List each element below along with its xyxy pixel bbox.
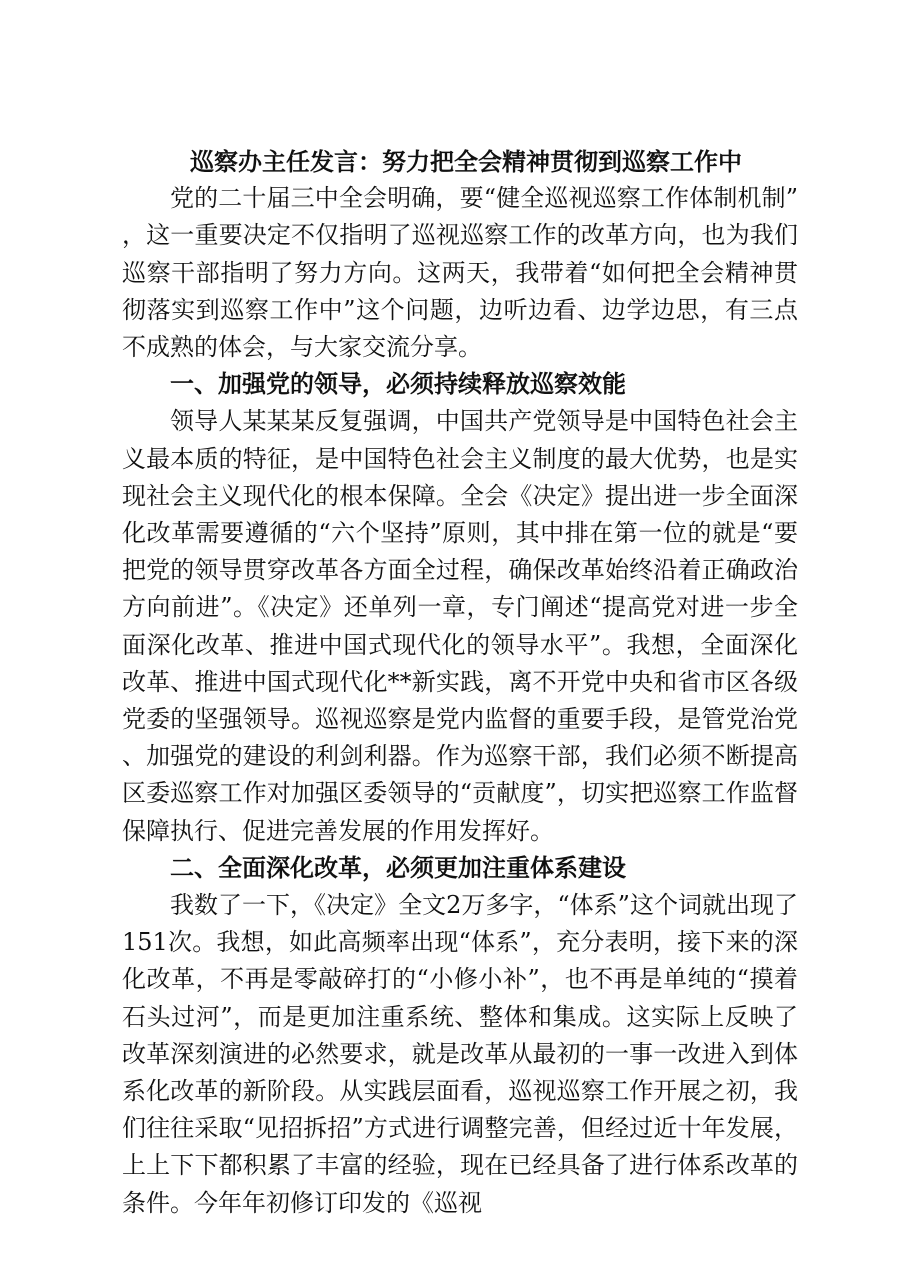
document-body <box>122 143 798 1222</box>
section-2-paragraph: 我数了一下，《决定》全文2万多字，“体系”这个词就出现了151次。我想，如此高频率出现“体系”，充分表明，接下来的深化改革，不再是零敲碎打的“小修小补”，也不再是单纯的“摸着石头过河”，而是更加注重系统、整体和集成。这实际上反映了改革深刻演进的必然要求，就是改革从最初的一事一改进入到体系化改革的新阶段。从实践层面看，巡视巡察工作开展之初，我们往往采取“见招拆招”方式进行调整完善，但经过近十年发展，上上下下都积累了丰富的经验，现在已经具备了进行体系改革的条件。今年年初修订印发的《巡视 <box>122 891 798 1217</box>
section-heading-2: 二、全面深化改革，必须更加注重体系建设 <box>170 853 626 882</box>
section-1-paragraph: 领导人某某某反复强调，中国共产党领导是中国特色社会主义最本质的特征，是中国特色社会主义制度的最大优势，也是实现社会主义现代化的根本保障。全会《决定》提出进一步全面深化改革需要遵循的“六个坚持”原则，其中排在第一位的就是“要把党的领导贯穿改革各方面全过程，确保改革始终沿着正确政治方向前进”。《决定》还单列一章，专门阐述“提高党对进一步全面深化改革、推进中国式现代化的领导水平”。我想，全面深化改革、推进中国式现代化**新实践，离不开党中央和省市区各级党委的坚强领导。巡视巡察是党内监督的重要手段，是管党治党、加强党的建设的利剑利器。作为巡察干部，我们必须不断提高区委巡察工作对加强区委领导的“贡献度”，切实把巡察工作监督保障执行、促进完善发展的作用发挥好。 <box>122 407 798 845</box>
document-title: 巡察办主任发言：努力把全会精神贯彻到巡察工作中 <box>190 147 742 176</box>
intro-paragraph: 党的二十届三中全会明确，要“健全巡视巡察工作体制机制”，这一重要决定不仅指明了巡视巡察工作的改革方向，也为我们巡察干部指明了努力方向。这两天，我带着“如何把全会精神贯彻落实到巡察工作中”这个问题，边听边看、边学边思，有三点不成熟的体会，与大家交流分享。 <box>122 184 798 362</box>
section-heading-1: 一、加强党的领导，必须持续释放巡察效能 <box>170 370 626 399</box>
